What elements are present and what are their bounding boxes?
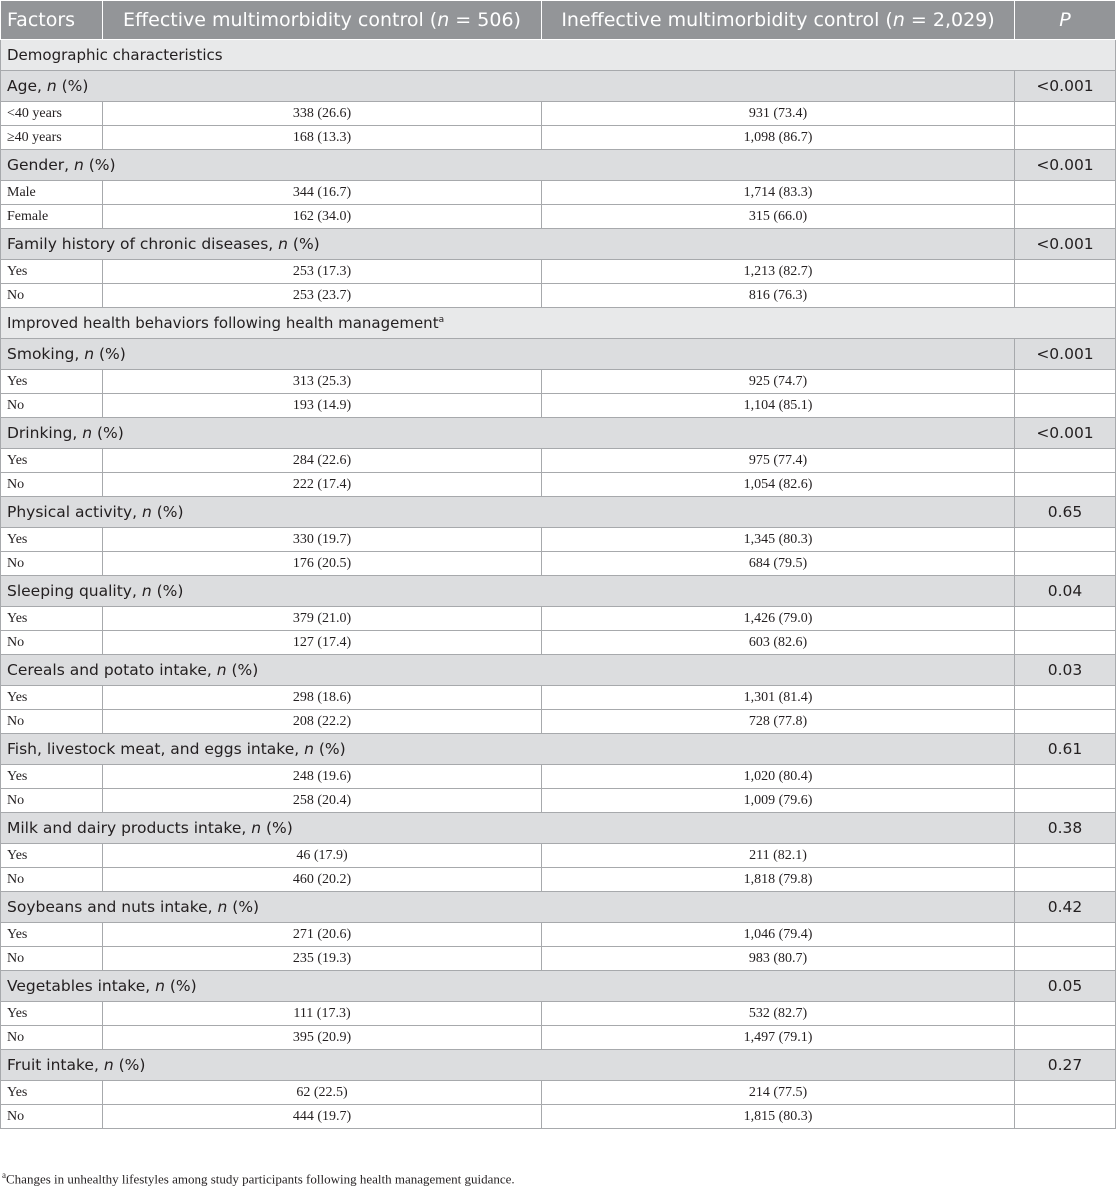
row-effective-value: 460 (20.2): [103, 868, 542, 892]
table-body: [1, 40, 1116, 1129]
group-p-value: 0.42: [1015, 892, 1116, 923]
row-p-empty: [1015, 1105, 1116, 1129]
row-ineffective-value: 1,301 (81.4): [542, 686, 1015, 710]
group-unit-pct: (%): [151, 582, 184, 600]
row-ineffective-value: 1,054 (82.6): [542, 473, 1015, 497]
group-unit-pct: (%): [313, 740, 346, 758]
row-category: Male: [1, 181, 103, 205]
table-row: [1, 1026, 1116, 1050]
row-ineffective-value: 1,714 (83.3): [542, 181, 1015, 205]
group-label: Family history of chronic diseases,: [7, 235, 279, 253]
group-p-value: 0.03: [1015, 655, 1116, 686]
row-ineffective-value: 1,020 (80.4): [542, 765, 1015, 789]
group-label: Fish, livestock meat, and eggs intake,: [7, 740, 305, 758]
row-category: Yes: [1, 528, 103, 552]
group-label-cell: [1, 1050, 1015, 1081]
row-p-empty: [1015, 473, 1116, 497]
group-label-cell: [1, 339, 1015, 370]
section-title: Demographic characteristics: [7, 46, 223, 64]
row-p-empty: [1015, 1026, 1116, 1050]
row-category: No: [1, 868, 103, 892]
row-effective-value: 253 (23.7): [103, 284, 542, 308]
group-label-cell: [1, 71, 1015, 102]
table-row: [1, 102, 1116, 126]
row-p-empty: [1015, 126, 1116, 150]
table-row: [1, 284, 1116, 308]
table-row: [1, 686, 1116, 710]
footnote-marker: a: [2, 1170, 6, 1180]
group-label: Fruit intake,: [7, 1056, 104, 1074]
header-p-label: P: [1059, 9, 1071, 31]
group-row: [1, 892, 1116, 923]
table-row: [1, 631, 1116, 655]
row-p-empty: [1015, 789, 1116, 813]
row-category: Female: [1, 205, 103, 229]
row-effective-value: 271 (20.6): [103, 923, 542, 947]
group-label: Milk and dairy products intake,: [7, 819, 252, 837]
group-p-value: <0.001: [1015, 150, 1116, 181]
group-label: Cereals and potato intake,: [7, 661, 217, 679]
row-p-empty: [1015, 528, 1116, 552]
row-ineffective-value: 1,213 (82.7): [542, 260, 1015, 284]
group-unit-n: n: [141, 503, 152, 521]
row-effective-value: 235 (19.3): [103, 947, 542, 971]
row-effective-value: 395 (20.9): [103, 1026, 542, 1050]
group-p-value: <0.001: [1015, 418, 1116, 449]
group-label-cell: [1, 655, 1015, 686]
table-row: [1, 552, 1116, 576]
row-effective-value: 162 (34.0): [103, 205, 542, 229]
group-p-value: <0.001: [1015, 339, 1116, 370]
row-ineffective-value: 1,046 (79.4): [542, 923, 1015, 947]
group-label: Gender,: [7, 156, 74, 174]
group-label-cell: [1, 150, 1015, 181]
table-row: [1, 394, 1116, 418]
row-effective-value: 176 (20.5): [103, 552, 542, 576]
group-p-value: 0.38: [1015, 813, 1116, 844]
row-category: Yes: [1, 449, 103, 473]
header-effective-post: = 506): [449, 9, 521, 31]
row-effective-value: 193 (14.9): [103, 394, 542, 418]
group-label: Vegetables intake,: [7, 977, 156, 995]
group-label: Age,: [7, 77, 47, 95]
row-p-empty: [1015, 449, 1116, 473]
group-unit-pct: (%): [287, 235, 320, 253]
group-label-cell: [1, 418, 1015, 449]
table-row: [1, 205, 1116, 229]
group-label-cell: [1, 813, 1015, 844]
row-p-empty: [1015, 205, 1116, 229]
row-effective-value: 444 (19.7): [103, 1105, 542, 1129]
row-category: Yes: [1, 607, 103, 631]
group-p-value: 0.65: [1015, 497, 1116, 528]
row-ineffective-value: 684 (79.5): [542, 552, 1015, 576]
group-p-value: 0.61: [1015, 734, 1116, 765]
row-ineffective-value: 211 (82.1): [542, 844, 1015, 868]
header-effective-n: n: [437, 9, 450, 31]
group-row: [1, 734, 1116, 765]
row-category: No: [1, 394, 103, 418]
table-row: [1, 126, 1116, 150]
row-category: No: [1, 947, 103, 971]
row-p-empty: [1015, 844, 1116, 868]
table-row: [1, 181, 1116, 205]
table-row: [1, 1002, 1116, 1026]
row-effective-value: 222 (17.4): [103, 473, 542, 497]
group-unit-pct: (%): [113, 1056, 146, 1074]
row-ineffective-value: 816 (76.3): [542, 284, 1015, 308]
row-effective-value: 168 (13.3): [103, 126, 542, 150]
group-row: [1, 576, 1116, 607]
group-row: [1, 71, 1116, 102]
group-row: [1, 1050, 1116, 1081]
row-p-empty: [1015, 181, 1116, 205]
row-effective-value: 338 (26.6): [103, 102, 542, 126]
row-p-empty: [1015, 1081, 1116, 1105]
row-p-empty: [1015, 631, 1116, 655]
row-category: No: [1, 552, 103, 576]
row-ineffective-value: 532 (82.7): [542, 1002, 1015, 1026]
row-ineffective-value: 983 (80.7): [542, 947, 1015, 971]
table-row: [1, 260, 1116, 284]
table-row: [1, 789, 1116, 813]
header-factors: Factors: [1, 1, 103, 40]
table-row: [1, 868, 1116, 892]
row-ineffective-value: 975 (77.4): [542, 449, 1015, 473]
section-row: [1, 40, 1116, 71]
row-ineffective-value: 1,497 (79.1): [542, 1026, 1015, 1050]
row-category: No: [1, 710, 103, 734]
row-p-empty: [1015, 284, 1116, 308]
group-unit-pct: (%): [83, 156, 116, 174]
group-label-cell: [1, 892, 1015, 923]
table-row: [1, 1081, 1116, 1105]
row-category: No: [1, 284, 103, 308]
row-effective-value: 258 (20.4): [103, 789, 542, 813]
row-p-empty: [1015, 102, 1116, 126]
section-title: Improved health behaviors following health management: [7, 314, 439, 332]
row-category: Yes: [1, 686, 103, 710]
header-effective: [103, 1, 542, 40]
group-label-cell: [1, 734, 1015, 765]
group-unit-n: n: [82, 424, 93, 442]
row-ineffective-value: 1,104 (85.1): [542, 394, 1015, 418]
row-category: Yes: [1, 1002, 103, 1026]
group-unit-n: n: [216, 661, 227, 679]
row-ineffective-value: 1,345 (80.3): [542, 528, 1015, 552]
group-unit-pct: (%): [164, 977, 197, 995]
row-effective-value: 253 (17.3): [103, 260, 542, 284]
group-row: [1, 971, 1116, 1002]
row-ineffective-value: 931 (73.4): [542, 102, 1015, 126]
table-row: [1, 607, 1116, 631]
group-row: [1, 655, 1116, 686]
row-category: No: [1, 1026, 103, 1050]
group-unit-pct: (%): [227, 898, 260, 916]
row-effective-value: 46 (17.9): [103, 844, 542, 868]
row-ineffective-value: 1,098 (86.7): [542, 126, 1015, 150]
row-ineffective-value: 1,815 (80.3): [542, 1105, 1015, 1129]
section-title-sup: a: [438, 315, 445, 325]
row-category: Yes: [1, 1081, 103, 1105]
row-ineffective-value: 315 (66.0): [542, 205, 1015, 229]
row-p-empty: [1015, 260, 1116, 284]
group-unit-n: n: [46, 77, 57, 95]
group-p-value: 0.04: [1015, 576, 1116, 607]
group-row: [1, 497, 1116, 528]
group-unit-pct: (%): [226, 661, 259, 679]
header-ineffective: [542, 1, 1015, 40]
row-ineffective-value: 1,426 (79.0): [542, 607, 1015, 631]
footnote: [2, 1170, 515, 1187]
group-unit-pct: (%): [94, 345, 126, 363]
group-unit-n: n: [141, 582, 152, 600]
group-label: Soybeans and nuts intake,: [7, 898, 218, 916]
footnote-text: Changes in unhealthy lifestyles among study participants following health management guidance.: [6, 1171, 515, 1187]
table-row: [1, 947, 1116, 971]
group-unit-n: n: [73, 156, 84, 174]
group-label: Physical activity,: [7, 503, 142, 521]
group-row: [1, 150, 1116, 181]
section-title-cell: [1, 308, 1116, 339]
row-effective-value: 127 (17.4): [103, 631, 542, 655]
row-category: No: [1, 1105, 103, 1129]
row-ineffective-value: 214 (77.5): [542, 1081, 1015, 1105]
row-effective-value: 313 (25.3): [103, 370, 542, 394]
row-p-empty: [1015, 394, 1116, 418]
header-ineffective-post: = 2,029): [904, 9, 995, 31]
row-category: Yes: [1, 370, 103, 394]
table-row: [1, 923, 1116, 947]
group-unit-n: n: [103, 1056, 114, 1074]
row-p-empty: [1015, 923, 1116, 947]
row-p-empty: [1015, 947, 1116, 971]
row-p-empty: [1015, 686, 1116, 710]
group-p-value: 0.27: [1015, 1050, 1116, 1081]
row-effective-value: 248 (19.6): [103, 765, 542, 789]
row-p-empty: [1015, 370, 1116, 394]
header-row: [1, 1, 1116, 40]
row-category: <40 years: [1, 102, 103, 126]
row-category: Yes: [1, 923, 103, 947]
group-unit-n: n: [155, 977, 165, 995]
row-p-empty: [1015, 607, 1116, 631]
section-title-cell: [1, 40, 1116, 71]
row-category: Yes: [1, 260, 103, 284]
group-p-value: <0.001: [1015, 229, 1116, 260]
row-effective-value: 284 (22.6): [103, 449, 542, 473]
group-p-value: 0.05: [1015, 971, 1116, 1002]
group-unit-pct: (%): [56, 77, 89, 95]
table-row: [1, 473, 1116, 497]
table-row: [1, 844, 1116, 868]
row-p-empty: [1015, 1002, 1116, 1026]
row-ineffective-value: 925 (74.7): [542, 370, 1015, 394]
group-row: [1, 229, 1116, 260]
row-ineffective-value: 1,009 (79.6): [542, 789, 1015, 813]
row-category: No: [1, 789, 103, 813]
row-effective-value: 208 (22.2): [103, 710, 542, 734]
group-label-cell: [1, 229, 1015, 260]
group-row: [1, 813, 1116, 844]
row-ineffective-value: 603 (82.6): [542, 631, 1015, 655]
group-label-cell: [1, 576, 1015, 607]
row-effective-value: 62 (22.5): [103, 1081, 542, 1105]
row-category: No: [1, 631, 103, 655]
group-row: [1, 418, 1116, 449]
group-label: Drinking,: [7, 424, 83, 442]
row-category: ≥40 years: [1, 126, 103, 150]
row-p-empty: [1015, 765, 1116, 789]
table-row: [1, 528, 1116, 552]
group-label-cell: [1, 497, 1015, 528]
row-ineffective-value: 1,818 (79.8): [542, 868, 1015, 892]
table-row: [1, 370, 1116, 394]
header-p: [1015, 1, 1116, 40]
group-unit-pct: (%): [151, 503, 184, 521]
group-unit-n: n: [304, 740, 314, 758]
group-unit-pct: (%): [261, 819, 293, 837]
header-effective-pre: Effective multimorbidity control (: [123, 9, 438, 31]
table-row: [1, 1105, 1116, 1129]
row-category: Yes: [1, 844, 103, 868]
group-unit-n: n: [278, 235, 288, 253]
row-ineffective-value: 728 (77.8): [542, 710, 1015, 734]
row-category: Yes: [1, 765, 103, 789]
group-label: Sleeping quality,: [7, 582, 142, 600]
row-effective-value: 330 (19.7): [103, 528, 542, 552]
header-ineffective-n: n: [892, 9, 905, 31]
row-effective-value: 111 (17.3): [103, 1002, 542, 1026]
group-row: [1, 339, 1116, 370]
group-unit-n: n: [217, 898, 228, 916]
row-effective-value: 298 (18.6): [103, 686, 542, 710]
group-unit-n: n: [84, 345, 95, 363]
table-row: [1, 710, 1116, 734]
section-row: [1, 308, 1116, 339]
group-p-value: <0.001: [1015, 71, 1116, 102]
table-row: [1, 765, 1116, 789]
row-p-empty: [1015, 710, 1116, 734]
row-effective-value: 344 (16.7): [103, 181, 542, 205]
row-effective-value: 379 (21.0): [103, 607, 542, 631]
row-p-empty: [1015, 552, 1116, 576]
group-unit-n: n: [251, 819, 262, 837]
table-row: [1, 449, 1116, 473]
header-ineffective-pre: Ineffective multimorbidity control (: [561, 9, 893, 31]
group-label: Smoking,: [7, 345, 85, 363]
row-p-empty: [1015, 868, 1116, 892]
row-category: No: [1, 473, 103, 497]
group-label-cell: [1, 971, 1015, 1002]
group-unit-pct: (%): [92, 424, 124, 442]
